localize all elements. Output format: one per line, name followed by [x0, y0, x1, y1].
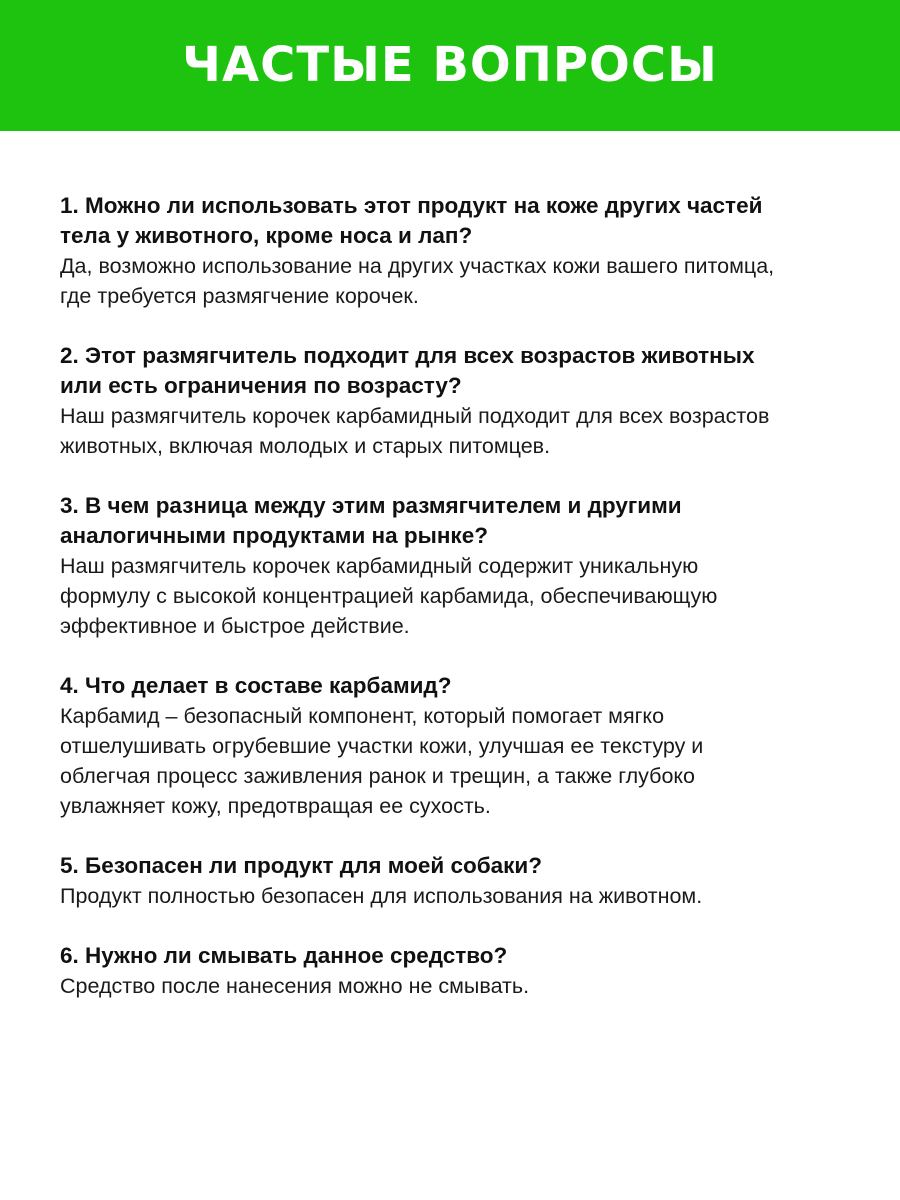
faq-answer-4: Карбамид – безопасный компонент, который помогает мягко отшелушивать огрубевшие участки кожи, улучшая ее текстуру и облегчая процесс заживления ранок и трещин, а также глубоко увлажняет кожу, предотвращая ее сухость. — [60, 704, 704, 818]
faq-question-2: 2. Этот размягчитель подходит для всех возрастов животных или есть ограничения по возрасту? — [60, 343, 755, 398]
faq-question-4: 4. Что делает в составе карбамид? — [60, 673, 452, 698]
faq-item-3 — [60, 491, 860, 641]
faq-answer-6: Средство после нанесения можно не смывать. — [60, 974, 530, 998]
page-title: ЧАСТЫЕ ВОПРОСЫ — [182, 36, 718, 93]
faq-question-3: 3. В чем разница между этим размягчителем и другими аналогичными продуктами на рынке? — [60, 493, 682, 548]
faq-item-1 — [60, 191, 860, 311]
faq-answer-2: Наш размягчитель корочек карбамидный подходит для всех возрастов животных, включая молодых и старых питомцев. — [60, 404, 770, 458]
faq-answer-1: Да, возможно использование на других участках кожи вашего питомца, где требуется размягчение корочек. — [60, 254, 775, 308]
faq-item-6 — [60, 941, 860, 1001]
faq-item-4 — [60, 671, 860, 821]
faq-item-5 — [60, 851, 860, 911]
faq-item-2 — [60, 341, 860, 461]
faq-question-5: 5. Безопасен ли продукт для моей собаки? — [60, 853, 542, 878]
faq-question-6: 6. Нужно ли смывать данное средство? — [60, 943, 508, 968]
faq-question-1: 1. Можно ли использовать этот продукт на коже других частей тела у животного, кроме носа и лап? — [60, 193, 763, 248]
faq-answer-5: Продукт полностью безопасен для использования на животном. — [60, 884, 703, 908]
faq-answer-3: Наш размягчитель корочек карбамидный содержит уникальную формулу с высокой концентрацией карбамида, обеспечивающую эффективное и быстрое действие. — [60, 554, 718, 638]
header-banner — [0, 0, 900, 131]
